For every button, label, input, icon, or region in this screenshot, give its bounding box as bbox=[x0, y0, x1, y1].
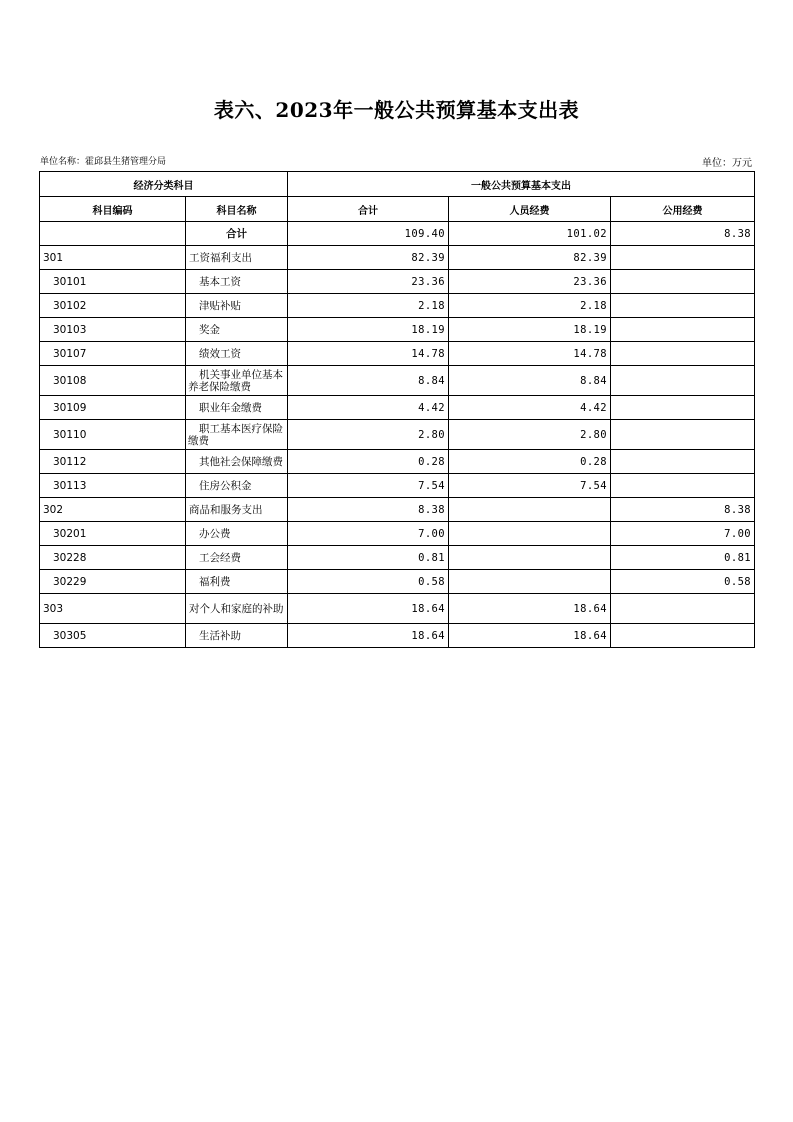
header-row-columns bbox=[40, 197, 755, 222]
row-total: 0.28 bbox=[288, 450, 449, 474]
row-personnel: 0.28 bbox=[449, 450, 611, 474]
header-basic-expenditure: 一般公共预算基本支出 bbox=[288, 172, 755, 197]
row-code: 30102 bbox=[40, 294, 186, 318]
row-name: 对个人和家庭的补助 bbox=[186, 594, 288, 624]
row-personnel: 82.39 bbox=[449, 246, 611, 270]
row-total: 18.64 bbox=[288, 624, 449, 648]
total-row-personnel: 101.02 bbox=[449, 222, 611, 246]
row-public bbox=[611, 294, 755, 318]
row-total: 18.19 bbox=[288, 318, 449, 342]
row-total: 14.78 bbox=[288, 342, 449, 366]
row-code: 30229 bbox=[40, 570, 186, 594]
row-code: 302 bbox=[40, 498, 186, 522]
row-personnel: 8.84 bbox=[449, 366, 611, 396]
row-public bbox=[611, 246, 755, 270]
row-personnel: 18.19 bbox=[449, 318, 611, 342]
row-name: 工会经费 bbox=[186, 546, 288, 570]
row-name: 基本工资 bbox=[186, 270, 288, 294]
total-row bbox=[40, 222, 755, 246]
row-total: 2.80 bbox=[288, 420, 449, 450]
table-row bbox=[40, 474, 755, 498]
row-personnel: 23.36 bbox=[449, 270, 611, 294]
row-public bbox=[611, 270, 755, 294]
budget-table bbox=[39, 171, 755, 648]
row-total: 2.18 bbox=[288, 294, 449, 318]
row-total: 18.64 bbox=[288, 594, 449, 624]
header-total: 合计 bbox=[288, 197, 449, 222]
row-total: 23.36 bbox=[288, 270, 449, 294]
row-name: 奖金 bbox=[186, 318, 288, 342]
row-total: 8.84 bbox=[288, 366, 449, 396]
table-row bbox=[40, 624, 755, 648]
header-economic-classification: 经济分类科目 bbox=[40, 172, 288, 197]
header-name: 科目名称 bbox=[186, 197, 288, 222]
row-personnel: 14.78 bbox=[449, 342, 611, 366]
row-name: 其他社会保障缴费 bbox=[186, 450, 288, 474]
total-row-public: 8.38 bbox=[611, 222, 755, 246]
table-row bbox=[40, 318, 755, 342]
row-total: 82.39 bbox=[288, 246, 449, 270]
row-total: 7.00 bbox=[288, 522, 449, 546]
row-public bbox=[611, 342, 755, 366]
row-code: 30305 bbox=[40, 624, 186, 648]
row-public bbox=[611, 624, 755, 648]
row-name: 工资福利支出 bbox=[186, 246, 288, 270]
row-code: 30103 bbox=[40, 318, 186, 342]
row-name: 商品和服务支出 bbox=[186, 498, 288, 522]
unit-name: 单位名称：霍邱县生猪管理分局 bbox=[40, 157, 167, 167]
row-total: 0.81 bbox=[288, 546, 449, 570]
row-public bbox=[611, 366, 755, 396]
table-row bbox=[40, 366, 755, 396]
row-personnel: 2.80 bbox=[449, 420, 611, 450]
row-code: 301 bbox=[40, 246, 186, 270]
table-row bbox=[40, 498, 755, 522]
total-row-label: 合计 bbox=[186, 222, 288, 246]
row-code: 30112 bbox=[40, 450, 186, 474]
table-row bbox=[40, 342, 755, 366]
row-code: 30109 bbox=[40, 396, 186, 420]
row-total: 7.54 bbox=[288, 474, 449, 498]
row-public bbox=[611, 396, 755, 420]
table-row bbox=[40, 522, 755, 546]
header-row-group bbox=[40, 172, 755, 197]
row-public bbox=[611, 318, 755, 342]
row-code: 30101 bbox=[40, 270, 186, 294]
row-name: 福利费 bbox=[186, 570, 288, 594]
row-name: 职业年金缴费 bbox=[186, 396, 288, 420]
row-public bbox=[611, 420, 755, 450]
page-title: 表六、2023年一般公共预算基本支出表 bbox=[213, 98, 580, 122]
row-name: 津贴补贴 bbox=[186, 294, 288, 318]
row-code: 30113 bbox=[40, 474, 186, 498]
row-code: 30228 bbox=[40, 546, 186, 570]
table-row bbox=[40, 450, 755, 474]
row-personnel: 2.18 bbox=[449, 294, 611, 318]
table-row bbox=[40, 594, 755, 624]
total-row-total: 109.40 bbox=[288, 222, 449, 246]
row-public: 0.58 bbox=[611, 570, 755, 594]
header-personnel: 人员经费 bbox=[449, 197, 611, 222]
table-row bbox=[40, 294, 755, 318]
unit-label: 单位：万元 bbox=[702, 158, 752, 169]
table-row bbox=[40, 546, 755, 570]
row-total: 4.42 bbox=[288, 396, 449, 420]
total-row-code bbox=[40, 222, 186, 246]
row-code: 303 bbox=[40, 594, 186, 624]
row-public: 8.38 bbox=[611, 498, 755, 522]
table-row bbox=[40, 270, 755, 294]
table-row bbox=[40, 570, 755, 594]
row-total: 8.38 bbox=[288, 498, 449, 522]
table-row bbox=[40, 396, 755, 420]
row-name: 职工基本医疗保险缴费 bbox=[186, 420, 288, 450]
row-personnel: 7.54 bbox=[449, 474, 611, 498]
row-name: 机关事业单位基本养老保险缴费 bbox=[186, 366, 288, 396]
row-personnel bbox=[449, 546, 611, 570]
row-name: 办公费 bbox=[186, 522, 288, 546]
row-code: 30108 bbox=[40, 366, 186, 396]
row-code: 30201 bbox=[40, 522, 186, 546]
row-name: 生活补助 bbox=[186, 624, 288, 648]
row-personnel: 18.64 bbox=[449, 624, 611, 648]
row-personnel bbox=[449, 522, 611, 546]
row-personnel bbox=[449, 498, 611, 522]
table-row bbox=[40, 420, 755, 450]
row-personnel: 4.42 bbox=[449, 396, 611, 420]
row-public bbox=[611, 450, 755, 474]
row-public: 7.00 bbox=[611, 522, 755, 546]
row-public: 0.81 bbox=[611, 546, 755, 570]
row-public bbox=[611, 474, 755, 498]
row-code: 30110 bbox=[40, 420, 186, 450]
row-code: 30107 bbox=[40, 342, 186, 366]
row-public bbox=[611, 594, 755, 624]
row-name: 住房公积金 bbox=[186, 474, 288, 498]
table-row bbox=[40, 246, 755, 270]
header-code: 科目编码 bbox=[40, 197, 186, 222]
row-personnel: 18.64 bbox=[449, 594, 611, 624]
header-public: 公用经费 bbox=[611, 197, 755, 222]
row-personnel bbox=[449, 570, 611, 594]
row-name: 绩效工资 bbox=[186, 342, 288, 366]
row-total: 0.58 bbox=[288, 570, 449, 594]
